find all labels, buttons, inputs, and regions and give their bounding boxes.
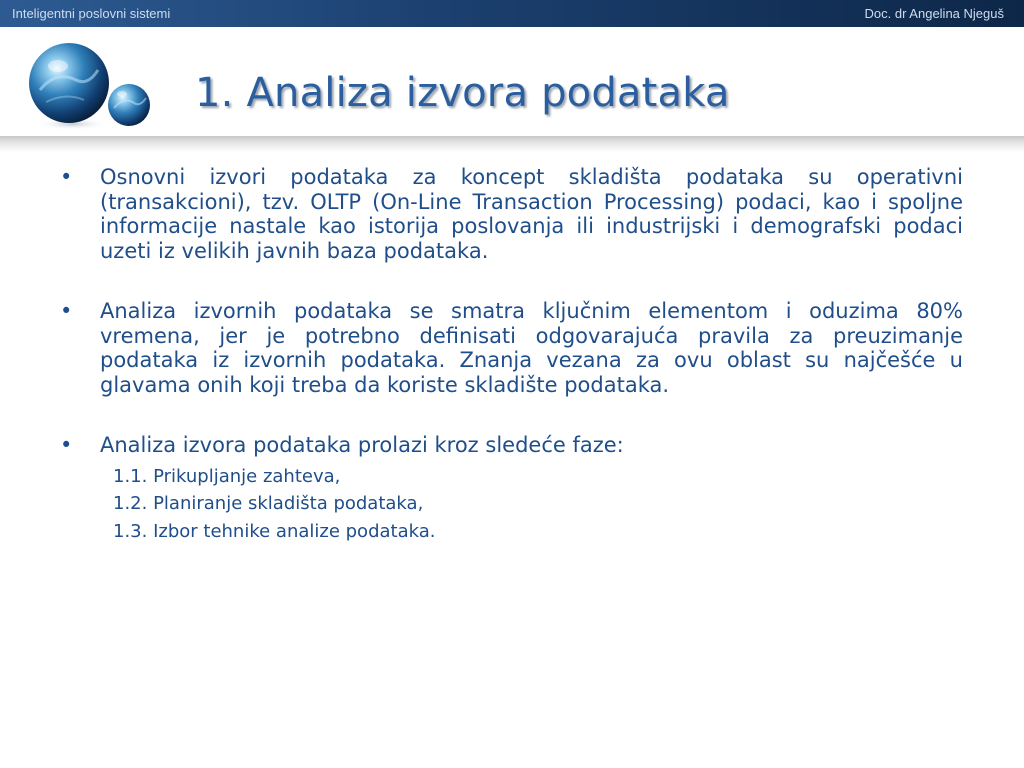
top-bar: [0, 0, 1024, 27]
phase-item: 1.1. Prikupljanje zahteva,: [113, 465, 341, 487]
slide-title: 1. Analiza izvora podataka: [195, 70, 730, 116]
header-divider: [0, 136, 1024, 152]
bullet-dot: •: [60, 433, 73, 457]
bullet-item: [60, 165, 963, 263]
course-title: Inteligentni poslovni sistemi: [12, 6, 171, 21]
phase-item: 1.2. Planiranje skladišta podataka,: [113, 493, 424, 514]
phase-list: [60, 463, 963, 546]
slide-content: [60, 165, 963, 545]
author-name: Doc. dr Angelina Njeguš: [864, 6, 1004, 21]
bullet-dot: •: [60, 299, 73, 323]
bullet-dot: •: [60, 165, 73, 189]
bullet-item: [60, 299, 963, 397]
bullet-text: Analiza izvora podataka prolazi kroz sledeće faze:: [100, 433, 624, 457]
bullet-item: [60, 433, 963, 458]
bullet-text: Osnovni izvori podataka za koncept skladišta podataka su operativni (transakcioni), tzv. OLTP (On-Line Transaction Processing) podaci, kao i spoljne informacije nastale kao istorija poslovanja ili industrijski i demografski podaci uzeti iz velikih javnih baza podataka.: [100, 165, 963, 263]
phase-item: 1.3. Izbor tehnike analize podataka.: [113, 520, 436, 542]
bullet-text: Analiza izvornih podataka se smatra ključnim elementom i oduzima 80% vremena, jer je potrebno definisati odgovarajuća pravila za preuzimanje podataka iz izvornih podataka. Znanja vezana za ovu oblast su najčešće u glavama onih koji treba da koriste skladište podataka.: [100, 299, 963, 397]
globe-spheres-logo-icon: [26, 40, 156, 132]
